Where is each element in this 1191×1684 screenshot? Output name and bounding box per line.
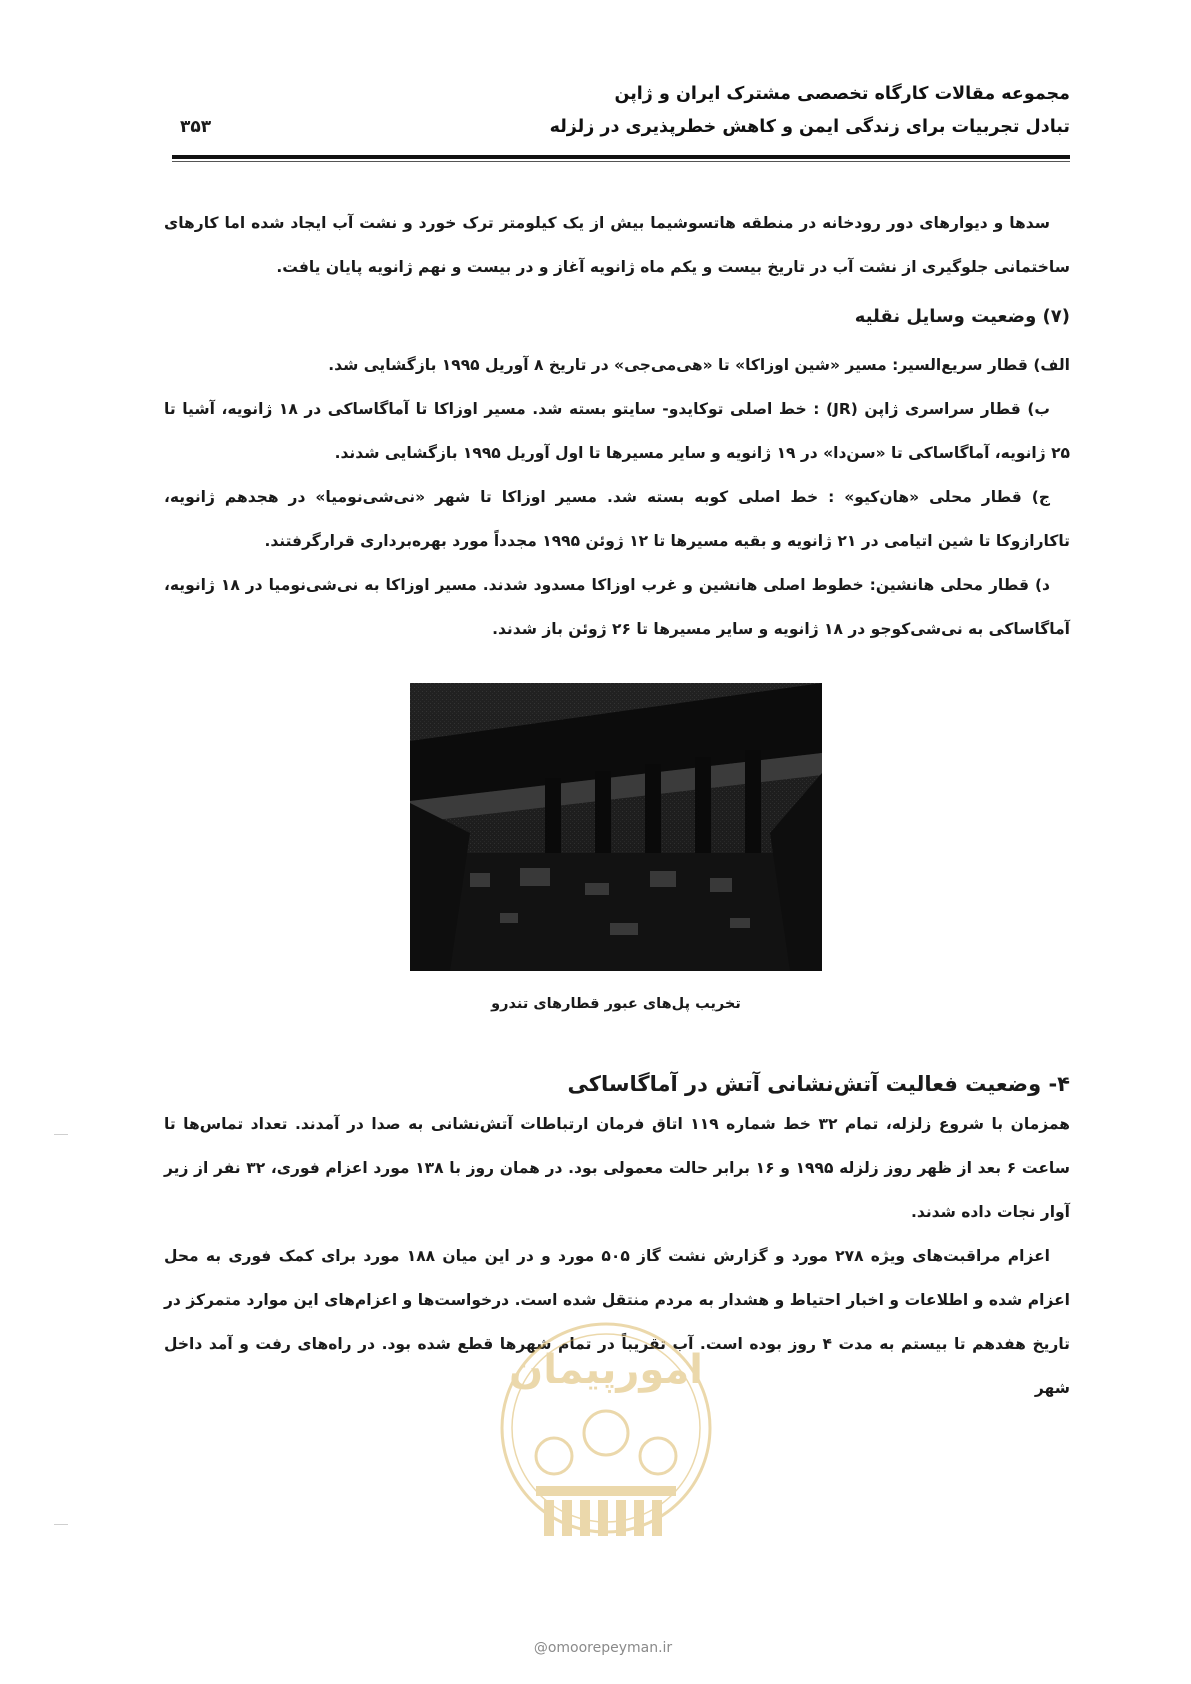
section4-paragraph-2: اعزام مراقبت‌های ویژه ۲۷۸ مورد و گزارش نشت گاز ۵۰۵ مورد و در این میان ۱۸۸ مورد برای کمک فوری به محل اعزام شده و اطلاعات و اخبار احتیاط و هشدار به مردم منتقل شده است. درخواست‌ها و اعزام‌های این موارد متمرکز در تاریخ هفدهم تا بیستم به مدت ۴ روز بوده است. آب تقریباً در تمام شهرها قطع شده بود. در راه‌های رفت و آمد داخل شهر xyxy=(164,1247,1070,1397)
bridge-damage-photo xyxy=(410,683,822,971)
section7-list xyxy=(164,343,1070,651)
watermark-url: @omoorepeyman.ir xyxy=(533,1640,673,1656)
intro-paragraph-block xyxy=(164,201,1070,289)
transport-item-a: الف) قطار سریع‌السیر: مسیر «شین اوزاکا» تا «هی‌می‌جی» در تاریخ ۸ آوریل ۱۹۹۵ بازگشایی شد. xyxy=(328,356,1070,374)
running-header xyxy=(164,78,1070,158)
watermark-seal xyxy=(492,1308,720,1638)
header-title-line2: تبادل تجربیات برای زندگی ایمن و کاهش خطرپذیری در زلزله xyxy=(549,117,1070,137)
section4-heading: ۴- وضعیت فعالیت آتش‌نشانی آتش در آماگاساکی xyxy=(567,1072,1070,1096)
intro-paragraph: سدها و دیوارهای دور رودخانه در منطقه هاتسوشیما بیش از یک کیلومتر ترک خورد و نشت آب ایجاد شده اما کارهای ساختمانی جلوگیری از نشت آب در تاریخ بیست و یکم ماه ژانویه آغاز و در بیست و نهم ژانویه پایان یافت. xyxy=(164,214,1070,276)
section4-paragraph-1: همزمان با شروع زلزله، تمام ۳۲ خط شماره ۱۱۹ اتاق فرمان ارتباطات آتش‌نشانی به صدا در آمدند. تعداد تماس‌ها تا ساعت ۶ بعد از ظهر روز زلزله ۱۹۹۵ و ۱۶ برابر حالت معمولی بود. در همان روز با ۱۳۸ مورد اعزام فوری، ۳۲ نفر از زیر آوار نجات داده شدند. xyxy=(164,1115,1071,1221)
transport-item-d: د) قطار محلی هانشین: خطوط اصلی هانشین و غرب اوزاکا مسدود شدند. مسیر اوزاکا به نی‌شی‌نومیا در ۱۸ ژانویه، آماگاساکی به نی‌شی‌کوجو در ۱۸ ژانویه و سایر مسیرها تا ۲۶ ژوئن باز شدند. xyxy=(164,576,1070,638)
transport-item-c: ج) قطار محلی «هان‌کیو» : خط اصلی کوبه بسته شد. مسیر اوزاکا تا شهر «نی‌شی‌نومیا» در هجدهم ژانویه، تاکارازوکا تا شین اتیامی در ۲۱ ژانویه و بقیه مسیرها تا ۱۲ ژوئن ۱۹۹۵ مجدداً مورد بهره‌برداری قرارگرفتند. xyxy=(164,488,1070,550)
section7-heading: (۷) وضعیت وسایل نقلیه xyxy=(854,306,1070,327)
header-title-line1: مجموعه مقالات کارگاه تخصصی مشترک ایران و ژاپن xyxy=(614,84,1070,104)
transport-item-b: ب) قطار سراسری ژاپن (JR) : خط اصلی توکایدو- سایتو بسته شد. مسیر اوزاکا تا آماگاساکی در ۱۸ ژانویه، آشیا تا ۲۵ ژانویه، آماگاساکی تا «سن‌دا» در ۱۹ ژانویه و سایر مسیرها تا اول آوریل ۱۹۹۵ بازگشایی شدند. xyxy=(164,400,1070,462)
figure-caption: تخریب پل‌های عبور قطارهای تندرو xyxy=(491,996,741,1012)
scan-mark xyxy=(54,1524,68,1525)
header-rule xyxy=(172,155,1070,159)
header-rule-thin xyxy=(172,161,1070,162)
page-number: ۳۵۳ xyxy=(180,117,212,137)
watermark-arc-text: امورپیمان xyxy=(509,1347,703,1393)
scan-mark xyxy=(54,1134,68,1135)
